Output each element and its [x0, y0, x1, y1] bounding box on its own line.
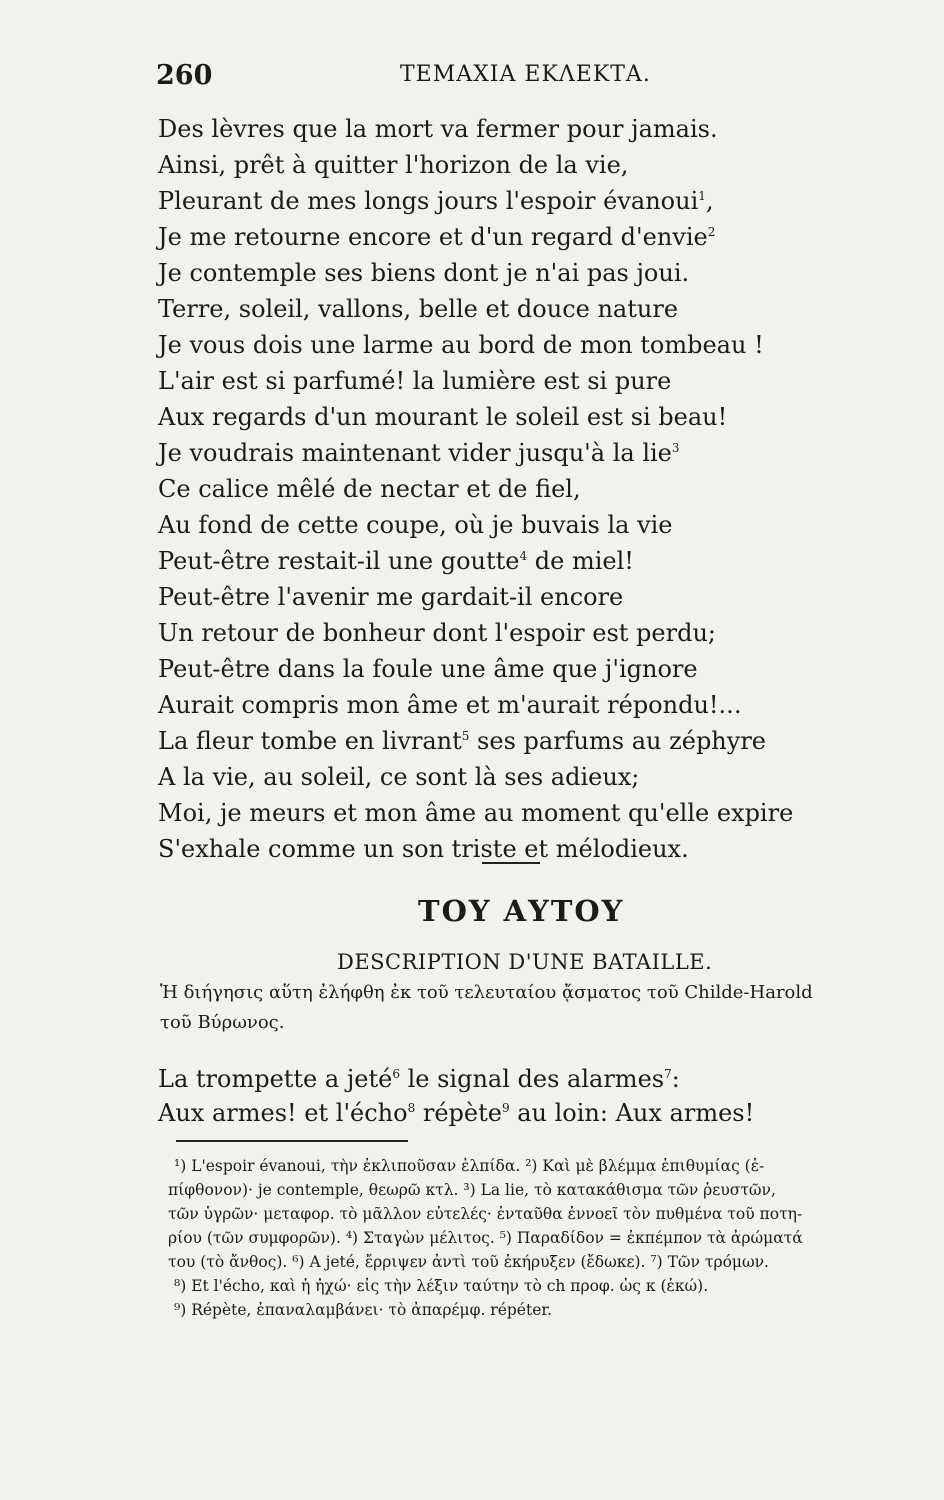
- footnote-marker: 2: [707, 225, 716, 239]
- footnote-marker: 4: [519, 549, 528, 563]
- verse-line: A la vie, au soleil, ce sont là ses adieux;: [158, 763, 640, 791]
- intro-line: τοῦ Βύρωνος.: [160, 1012, 285, 1033]
- footnote-marker: 5: [461, 729, 470, 743]
- verse-line: Aurait compris mon âme et m'aurait répondu!...: [158, 691, 742, 719]
- verse-line: Aux regards d'un mourant le soleil est si beau!: [158, 403, 728, 431]
- footnote-line: ¹) L'espoir évanoui, τὴν ἐκλιποῦσαν ἐλπίδα. ²) Καὶ μὲ βλέμμα ἐπιθυμίας (ἐ-: [174, 1157, 765, 1175]
- verse-line: Terre, soleil, vallons, belle et douce nature: [158, 295, 679, 323]
- verse-line: Je me retourne encore et d'un regard d'envie$^2$: [158, 223, 716, 251]
- verse-line: Au fond de cette coupe, où je buvais la vie: [158, 511, 673, 539]
- footnote-marker: 9: [501, 1101, 510, 1115]
- footnote-marker: 8: [407, 1101, 416, 1115]
- verse-line: Ainsi, prêt à quitter l'horizon de la vie,: [158, 151, 629, 179]
- footnote-line: τῶν ὑγρῶν· μεταφορ. τὸ μᾶλλον εὐτελές· ἐνταῦθα ἐννοεῖ τὸν πυθμένα τοῦ ποτη-: [168, 1205, 803, 1223]
- verse-line: S'exhale comme un son triste et mélodieux.: [158, 835, 689, 863]
- verse-line: Un retour de bonheur dont l'espoir est perdu;: [158, 619, 716, 647]
- verse-line: Peut-être restait-il une goutte$^4$ de miel!: [158, 547, 634, 575]
- section-title: ΤΟΥ ΑΥΤΟΥ: [418, 894, 625, 928]
- verse-line: La trompette a jeté$^6$ le signal des alarmes$^7$:: [158, 1065, 680, 1093]
- footnote-rule: [176, 1140, 408, 1142]
- poem-1: [158, 111, 878, 867]
- footnote-marker: 1: [698, 189, 706, 203]
- section-divider: [482, 862, 540, 864]
- footnote-line: του (τὸ ἄνθος). ⁶) A jeté, ἔρριψεν ἀντὶ τοῦ ἐκήρυξεν (ἔδωκε). ⁷) Τῶν τρόμων.: [168, 1253, 769, 1271]
- verse-line: Peut-être l'avenir me gardait-il encore: [158, 583, 624, 611]
- poem-2: [158, 1062, 878, 1130]
- section-subtitle: DESCRIPTION D'UNE BATAILLE.: [337, 950, 713, 974]
- verse-line: Je voudrais maintenant vider jusqu'à la lie$^3$: [158, 439, 680, 467]
- verse-line: Des lèvres que la mort va fermer pour jamais.: [158, 115, 718, 143]
- verse-line: Moi, je meurs et mon âme au moment qu'elle expire: [158, 799, 794, 827]
- verse-line: Je contemple ses biens dont je n'ai pas joui.: [158, 259, 690, 287]
- footnotes: [168, 1154, 874, 1322]
- intro-line: Ἡ διήγησις αὕτη ἐλήφθη ἐκ τοῦ τελευταίου ᾄσματος τοῦ Childe-Harold: [160, 982, 813, 1003]
- footnote-marker: 6: [392, 1067, 400, 1081]
- section-intro-note: [160, 978, 880, 1038]
- verse-line: L'air est si parfumé! la lumière est si pure: [158, 367, 672, 395]
- footnote-line: ⁹) Répète, ἐπαναλαμβάνει· τὸ ἀπαρέμφ. répéter.: [174, 1301, 553, 1319]
- verse-line: Peut-être dans la foule une âme que j'ignore: [158, 655, 698, 683]
- verse-line: Je vous dois une larme au bord de mon tombeau !: [158, 331, 764, 359]
- page-number: 260: [156, 60, 213, 91]
- verse-line: Aux armes! et l'écho$^8$ répète$^9$ au loin: Aux armes!: [158, 1099, 755, 1127]
- running-head: ΤΕΜΑΧΙΑ ΕΚΛΕΚΤΑ.: [400, 62, 651, 87]
- footnote-line: πίφθονον)· je contemple, θεωρῶ κτλ. ³) La lie, τὸ κατακάθισμα τῶν ῥευστῶν,: [168, 1181, 776, 1199]
- verse-line: Pleurant de mes longs jours l'espoir évanoui$^1$,: [158, 187, 714, 215]
- verse-line: La fleur tombe en livrant$^5$ ses parfums au zéphyre: [158, 727, 766, 755]
- verse-line: Ce calice mêlé de nectar et de fiel,: [158, 475, 581, 503]
- footnote-marker: 3: [671, 441, 680, 455]
- footnote-marker: 7: [664, 1067, 672, 1081]
- footnote-line: ⁸) Et l'écho, καὶ ἡ ἠχώ· εἰς τὴν λέξιν ταύτην τὸ ch προφ. ὡς κ (ἐκώ).: [174, 1277, 709, 1295]
- footnote-line: ρίου (τῶν συμφορῶν). ⁴) Σταγὼν μέλιτος. ⁵) Παραδίδον = ἐκπέμπον τὰ ἀρώματά: [168, 1229, 803, 1247]
